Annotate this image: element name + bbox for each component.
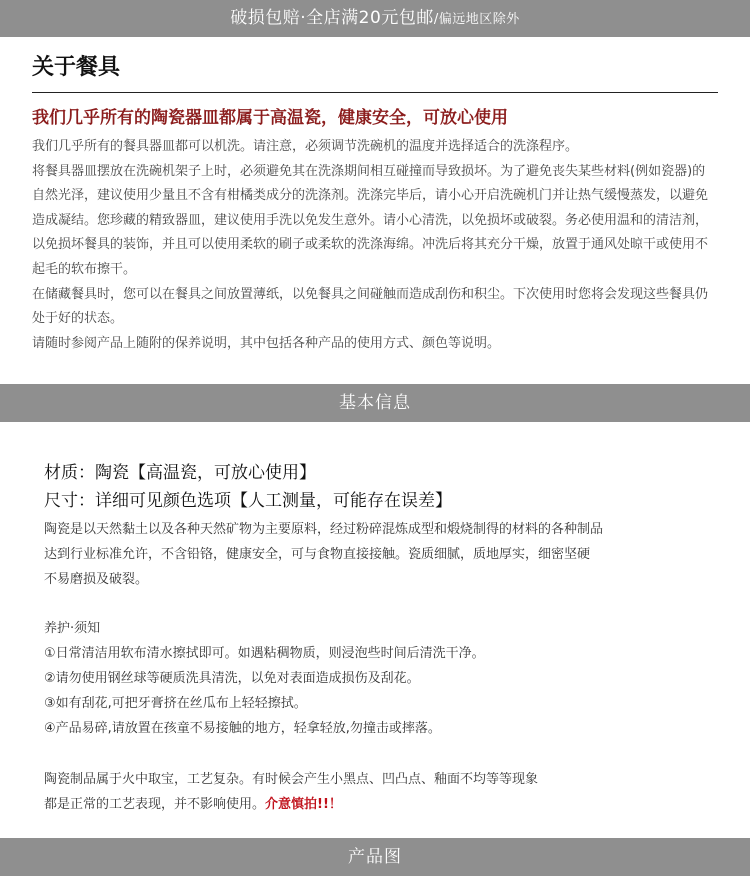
description-line: 达到行业标准允许，不含铅铬，健康安全，可与食物直接接触。瓷质细腻，质地厚实，细密坚硬 bbox=[44, 547, 591, 562]
craft-note bbox=[44, 767, 724, 817]
material-line: 材质：陶瓷【高温瓷，可放心使用】 bbox=[44, 463, 316, 483]
care-item: ③如有刮花,可把牙膏挤在丝瓜布上轻轻擦拭。 bbox=[44, 696, 307, 711]
about-tableware-section bbox=[32, 52, 718, 356]
about-paragraph-storage: 在储藏餐具时，您可以在餐具之间放置薄纸，以免餐具之间碰触而造成刮伤和积尘。下次使用时您将会发现这些餐具仍处于好的状态。 bbox=[32, 286, 709, 327]
ceramic-description bbox=[44, 517, 724, 592]
about-headline: 我们几乎所有的陶瓷器皿都属于高温瓷，健康安全，可放心使用 bbox=[32, 108, 508, 128]
product-images-bar: 产品图 bbox=[0, 838, 750, 876]
about-paragraph-washing: 将餐具器皿摆放在洗碗机架子上时，必须避免其在洗涤期间相互碰撞而导致损坏。为了避免丧失某些材料(例如瓷器)的自然光泽，建议使用少量且不含有柑橘类成分的洗涤剂。洗涤完毕后，请小心开启洗碗机门并让热气缓慢蒸发，以避免造成凝结。您珍藏的精致器皿，建议使用手洗以免发生意外。请小心清洗，以免损坏或破裂。务必使用温和的清洁剂，以免损坏餐具的装饰，并且可以使用柔软的刷子或柔软的洗涤海绵。冲洗后将其充分干燥，放置于通风处晾干或使用不起毛的软布擦干。 bbox=[32, 163, 709, 277]
craft-note-line bbox=[44, 792, 724, 817]
basic-info-bar: 基本信息 bbox=[0, 384, 750, 422]
care-item: ①日常清洁用软布清水擦拭即可。如遇粘稠物质，则浸泡些时间后清洗干净。 bbox=[44, 646, 485, 661]
promo-main-text: 破损包赔·全店满20元包邮 bbox=[230, 8, 434, 28]
promo-exception-text: /偏远地区除外 bbox=[433, 12, 520, 27]
care-instructions bbox=[44, 616, 724, 741]
caution-warning: 介意慎拍!!！ bbox=[265, 797, 342, 812]
about-divider bbox=[32, 92, 718, 93]
about-paragraph-dishwasher: 我们几乎所有的餐具器皿都可以机洗。请注意，必须调节洗碗机的温度并选择适合的洗涤程序。 bbox=[32, 139, 579, 154]
basic-info-section bbox=[44, 459, 724, 817]
craft-note-text: 都是正常的工艺表现，并不影响使用。 bbox=[44, 797, 266, 812]
care-item: ④产品易碎,请放置在孩童不易接触的地方，轻拿轻放,勿撞击或摔落。 bbox=[44, 721, 441, 736]
size-line: 尺寸：详细可见颜色选项【人工测量，可能存在误差】 bbox=[44, 491, 452, 511]
care-item: ②请勿使用钢丝球等硬质洗具清洗，以免对表面造成损伤及刮花。 bbox=[44, 671, 420, 686]
about-body bbox=[32, 135, 718, 356]
craft-note-line: 陶瓷制品属于火中取宝，工艺复杂。有时候会产生小黑点、凹凸点、釉面不均等等现象 bbox=[44, 772, 539, 787]
description-line: 不易磨损及破裂。 bbox=[44, 572, 149, 587]
care-title: 养护·须知 bbox=[44, 621, 101, 636]
description-line: 陶瓷是以天然黏土以及各种天然矿物为主要原料，经过粉碎混炼成型和煅烧制得的材料的各种制品 bbox=[44, 522, 604, 537]
about-title: 关于餐具 bbox=[32, 55, 121, 80]
about-paragraph-care-note: 请随时参阅产品上随附的保养说明，其中包括各种产品的使用方式、颜色等说明。 bbox=[32, 335, 501, 351]
top-promo-banner bbox=[0, 0, 750, 37]
